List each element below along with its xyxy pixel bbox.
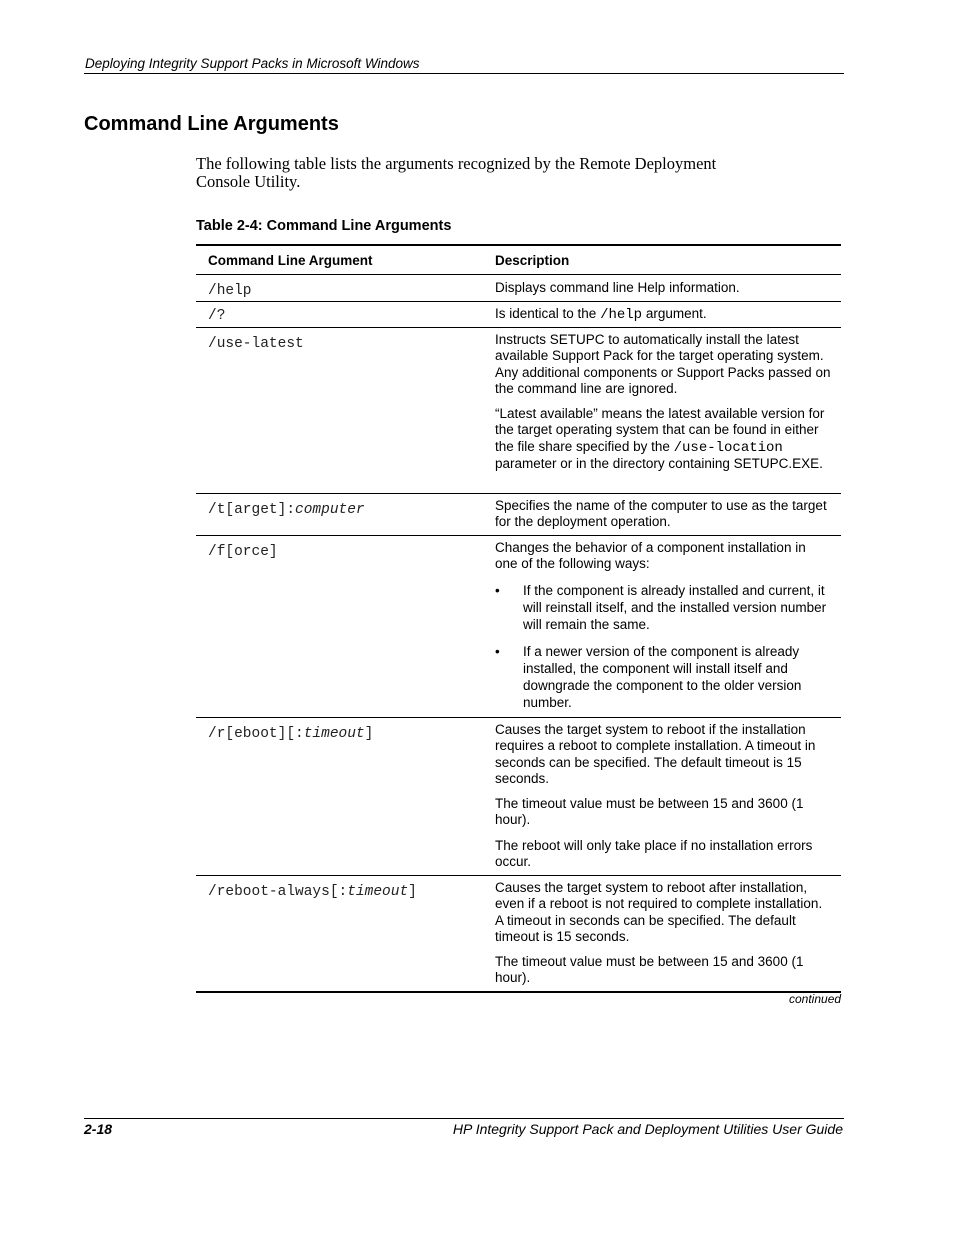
bullet-icon: • [495,582,500,598]
argument-text-end: ] [364,726,374,742]
bullet-icon: • [495,643,500,659]
argument-text: /reboot-always[: [208,884,348,900]
table-row [196,301,841,327]
table-row [196,535,841,717]
description-text: Is identical to the /help argument. [495,306,707,323]
description-text: Changes the behavior of a component installation in one of the following ways: [495,540,806,572]
description-cell [495,718,841,875]
footer-rule [84,1118,844,1119]
continued-note: continued [789,992,842,1006]
argument-text: /t[arget]: [208,502,296,518]
argument-cell [196,328,495,493]
description-cell [495,876,841,991]
table-header-row [196,246,841,274]
description-text: Specifies the name of the computer to use as the target for the deployment operation. [495,498,827,530]
header-rule [84,73,844,74]
description-cell [495,536,841,717]
command-line-arguments-table [196,244,841,993]
table-row [196,327,841,493]
argument-cell [196,536,495,717]
description-cell [495,302,841,327]
inline-code: /help [600,307,643,323]
description-cell [495,275,841,301]
table-row [196,875,841,991]
description-text: The reboot will only take place if no installation errors occur. [495,837,813,870]
argument-text: /help [208,283,252,299]
column-header-description: Description [495,252,570,268]
argument-placeholder: timeout [303,726,365,742]
argument-text: /r[eboot][: [208,726,304,742]
argument-cell [196,876,495,991]
description-text: The timeout value must be between 15 and 3600 (1 hour). [495,796,804,828]
argument-text: /? [208,308,226,324]
column-header-argument: Command Line Argument [208,252,373,268]
argument-cell [196,718,495,875]
intro-paragraph: The following table lists the arguments recognized by the Remote Deployment Console Utility. [196,154,717,191]
inline-code: /use-location [673,439,783,456]
description-text: The timeout value must be between 15 and 3600 (1 hour). [495,954,804,986]
running-header: Deploying Integrity Support Packs in Microsoft Windows [85,56,420,71]
description-text: “Latest available” means the latest available version for the target operating system that can be found in either the file share specified by the /use-location parameter or in the directory containing SETUPC.EXE. [495,406,825,472]
table-row [196,717,841,875]
argument-text-end: ] [408,884,417,900]
argument-cell [196,275,495,301]
description-text: Causes the target system to reboot after installation, even if a reboot is not required to complete installation. A timeout in seconds can be specified. The default timeout is 15 seconds. [495,880,823,944]
argument-cell [196,302,495,327]
section-title: Command Line Arguments [84,113,339,135]
argument-placeholder: timeout [347,884,409,900]
argument-cell [196,494,495,535]
bullet-list [495,582,831,711]
table-row [196,274,841,301]
description-text: Causes the target system to reboot if the installation requires a reboot to complete installation. A timeout in seconds can be specified. The default timeout is 15 seconds. [495,722,816,786]
argument-text: /use-latest [208,336,304,352]
book-title: HP Integrity Support Pack and Deployment Utilities User Guide [452,1121,843,1137]
page-number: 2-18 [84,1121,113,1137]
list-item: • If a newer version of the component is already installed, the component will install itself and downgrade the component to the older version number. [495,643,802,710]
list-item: • If the component is already installed and current, it will reinstall itself, and the installed version number will remain the same. [495,582,827,632]
description-cell [495,494,841,535]
description-text: Displays command line Help information. [495,280,740,295]
table-row [196,493,841,535]
description-cell [495,328,841,493]
argument-placeholder: computer [295,502,365,518]
table-caption: Table 2-4: Command Line Arguments [196,218,452,234]
description-text: Instructs SETUPC to automatically install the latest available Support Pack for the target operating system. Any additional components or Support Packs passed on the command line are ignored. [495,332,831,396]
argument-text: /f[orce] [208,544,278,560]
